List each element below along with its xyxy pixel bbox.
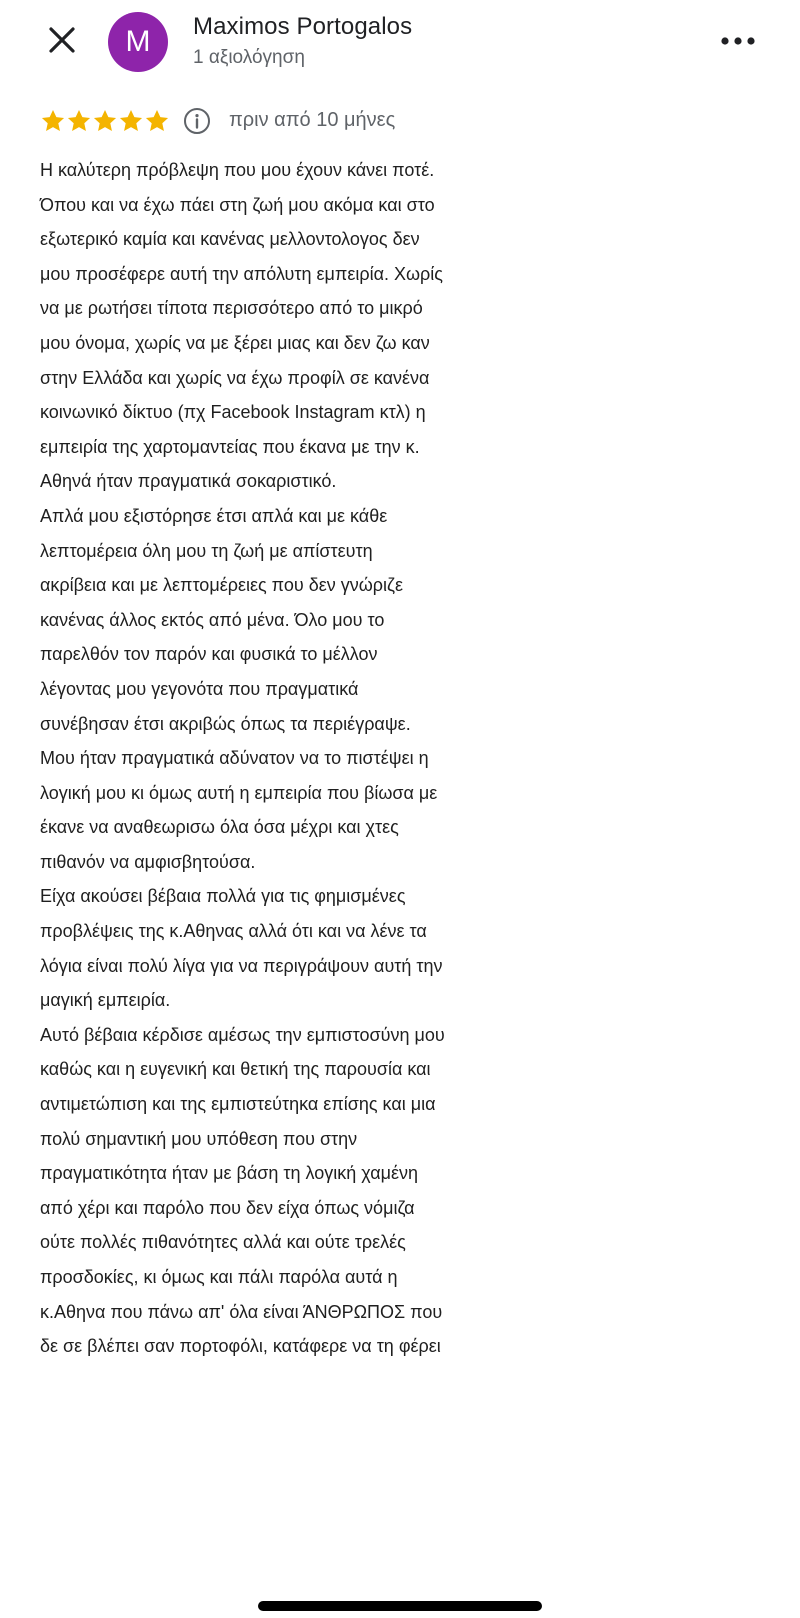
review-line: δε σε βλέπει σαν πορτοφόλι, κατάφερε να τη φέρει: [40, 1336, 441, 1357]
review-line: λογική μου κι όμως αυτή η εμπειρία που βίωσα με: [40, 782, 438, 803]
review-line: λόγια είναι πολύ λίγα για να περιγράψουν αυτή την: [40, 955, 443, 976]
star-icon: [40, 108, 66, 134]
review-line: Είχα ακούσει βέβαια πολλά για τις φημισμένες: [40, 886, 406, 907]
review-line: Μου ήταν πραγματικά αδύνατον να το πιστέψει η: [40, 748, 429, 769]
star-icon: [118, 108, 144, 134]
review-line: μου προσέφερε αυτή την απόλυτη εμπειρία. Χωρίς: [40, 263, 443, 284]
review-line: Η καλύτερη πρόβλεψη που μου έχουν κάνει ποτέ.: [40, 160, 435, 180]
more-options-icon: [718, 26, 758, 56]
author-name[interactable]: Maximos Portogalos: [193, 13, 413, 40]
review-line: Αθηνά ήταν πραγματικά σοκαριστικό.: [40, 471, 337, 492]
star-rating: [40, 104, 170, 138]
review-line: έκανε να αναθεωρισω όλα όσα μέχρι και χτες: [40, 817, 399, 838]
review-line: αντιμετώπιση και της εμπιστεύτηκα επίσης και μια: [40, 1094, 436, 1115]
review-line: προβλέψεις της κ.Αθηνας αλλά ότι και να λένε τα: [40, 921, 427, 942]
review-line: να με ρωτήσει τίποτα περισσότερο από το μικρό: [40, 298, 423, 319]
home-indicator[interactable]: [258, 1601, 542, 1611]
review-line: προσδοκίες, κι όμως και πάλι παρόλα αυτά η: [40, 1267, 398, 1287]
review-line: στην Ελλάδα και χωρίς να έχω προφίλ σε κανένα: [40, 367, 430, 388]
review-line: μου όνομα, χωρίς να με ξέρει μιας και δεν ζω καν: [40, 332, 430, 353]
review-line: καθώς και η ευγενική και θετική της παρουσία και: [40, 1059, 431, 1080]
review-line: από χέρι και παρόλο που δεν είχα όπως νόμιζα: [40, 1197, 415, 1218]
review-line: μαγική εμπειρία.: [40, 990, 171, 1011]
review-line: λέγοντας μου γεγονότα που πραγματικά: [40, 678, 359, 699]
star-icon: [144, 108, 170, 134]
more-options-button[interactable]: [718, 26, 758, 56]
star-icon: [92, 108, 118, 134]
review-line: λεπτομέρεια όλη μου τη ζωή με απίστευτη: [40, 540, 373, 561]
review-line: Όπου και να έχω πάει στη ζωή μου ακόμα και στο: [40, 194, 435, 215]
review-line: κ.Αθηνα που πάνω απ' όλα είναι ΆΝΘΡΩΠΟΣ που: [40, 1301, 443, 1322]
review-line: κοινωνικό δίκτυο (πχ Facebook Instagram κτλ) η: [40, 402, 426, 423]
review-line: ακρίβεια και με λεπτομέρειες που δεν γνώριζε: [40, 575, 403, 596]
review-line: εμπειρία της χαρτομαντείας που έκανα με την κ.: [40, 436, 420, 457]
review-line: κανένας άλλος εκτός από μένα. Όλο μου το: [40, 609, 385, 630]
close-icon: [44, 22, 80, 58]
review-header: [0, 0, 800, 90]
review-line: πραγματικότητα ήταν με βάση τη λογική χαμένη: [40, 1163, 419, 1184]
star-icon: [66, 108, 92, 134]
avatar[interactable]: M: [108, 12, 168, 72]
review-text: [40, 153, 780, 1364]
review-line: πιθανόν να αμφισβητούσα.: [40, 851, 256, 872]
info-button[interactable]: [183, 107, 211, 135]
review-line: εξωτερικό καμία και κανένας μελλοντολογος δεν: [40, 229, 420, 250]
rating-row: [40, 104, 760, 138]
review-count: 1 αξιολόγηση: [193, 47, 305, 68]
close-button[interactable]: [44, 22, 80, 58]
review-line: Αυτό βέβαια κέρδισε αμέσως την εμπιστοσύνη μου: [40, 1024, 445, 1045]
review-line: παρελθόν τον παρόν και φυσικά το μέλλον: [40, 644, 378, 665]
review-line: ούτε πολλές πιθανότητες αλλά και ούτε τρελές: [40, 1232, 406, 1253]
review-line: Απλά μου εξιστόρησε έτσι απλά και με κάθε: [40, 505, 388, 526]
review-date: πριν από 10 μήνες: [229, 109, 396, 131]
review-line: συνέβησαν έτσι ακριβώς όπως τα περιέγραψε.: [40, 713, 411, 734]
info-icon: [183, 107, 211, 135]
review-line: πολύ σημαντική μου υπόθεση που στην: [40, 1128, 358, 1149]
